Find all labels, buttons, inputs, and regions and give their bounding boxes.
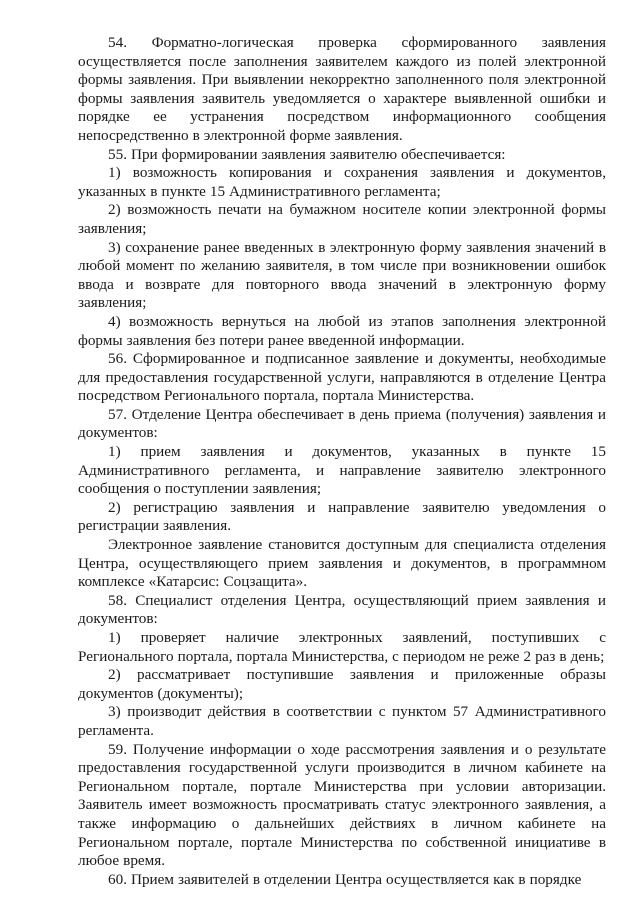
paragraph-55-item-2: 2) возможность печати на бумажном носителе копии электронной формы заявления;	[78, 201, 606, 237]
paragraph-55: 55. При формировании заявления заявителю обеспечивается:	[108, 145, 506, 163]
document-page	[78, 34, 606, 889]
paragraph-57-note: Электронное заявление становится доступным для специалиста отделения Центра, осуществляющего прием заявления и документов, в программном комплексе «Катарсис: Соцзащита».	[78, 536, 606, 591]
paragraph-55-item-3: 3) сохранение ранее введенных в электронную форму заявления значений в любой момент по желанию заявителя, в том числе при возникновении ошибок ввода и возврате для повторного ввода значений в электронную форму заявления;	[78, 238, 606, 312]
paragraph-57: 57. Отделение Центра обеспечивает в день приема (получения) заявления и документов:	[78, 405, 606, 442]
paragraph-56: 56. Сформированное и подписанное заявление и документы, необходимые для предоставления государственной услуги, направляются в отделение Центра посредством Регионального портала, портала Министерства.	[78, 350, 606, 405]
paragraph-57-item-2: 2) регистрацию заявления и направление заявителю уведомления о регистрации заявления.	[78, 498, 606, 535]
paragraph-58-item-1: 1) проверяет наличие электронных заявлений, поступивших с Регионального портала, портала Министерства, с периодом не реже 2 раз в день;	[78, 629, 606, 665]
paragraph-55-item-1: 1) возможность копирования и сохранения заявления и документов, указанных в пункте 15 Административного регламента;	[78, 164, 606, 200]
paragraph-58-item-2: 2) рассматривает поступившие заявления и приложенные образы документов (документы);	[78, 666, 606, 702]
paragraph-59: 59. Получение информации о ходе рассмотрения заявления и о результате предоставления государственной услуги производится в личном кабинете на Региональном портале, портале Министерства при условии авторизации. Заявитель имеет возможность просматривать статус электронного заявления, а также информацию о дальнейших действиях в личном кабинете на Региональном портале, портале Министерства по собственной инициативе в любое время.	[78, 740, 606, 870]
paragraph-54: 54. Форматно-логическая проверка сформированного заявления осуществляется после заполнения заявителем каждого из полей электронной формы заявления. При выявлении некорректно заполненного поля электронной формы заявления заявитель уведомляется о характере выявленной ошибки и порядке ее устранения посредством информационного сообщения непосредственно в электронной форме заявления.	[78, 34, 606, 144]
paragraph-60: 60. Прием заявителей в отделении Центра осуществляется как в порядке	[108, 870, 582, 888]
paragraph-58: 58. Специалист отделения Центра, осуществляющий прием заявления и документов:	[78, 591, 606, 628]
paragraph-57-item-1: 1) прием заявления и документов, указанных в пункте 15 Административного регламента, и направление заявителю электронного сообщения о поступлении заявления;	[78, 443, 606, 498]
paragraph-55-item-4: 4) возможность вернуться на любой из этапов заполнения электронной формы заявления без потери ранее введенной информации.	[78, 312, 606, 349]
paragraph-58-item-3: 3) производит действия в соответствии с пунктом 57 Административного регламента.	[78, 703, 606, 739]
